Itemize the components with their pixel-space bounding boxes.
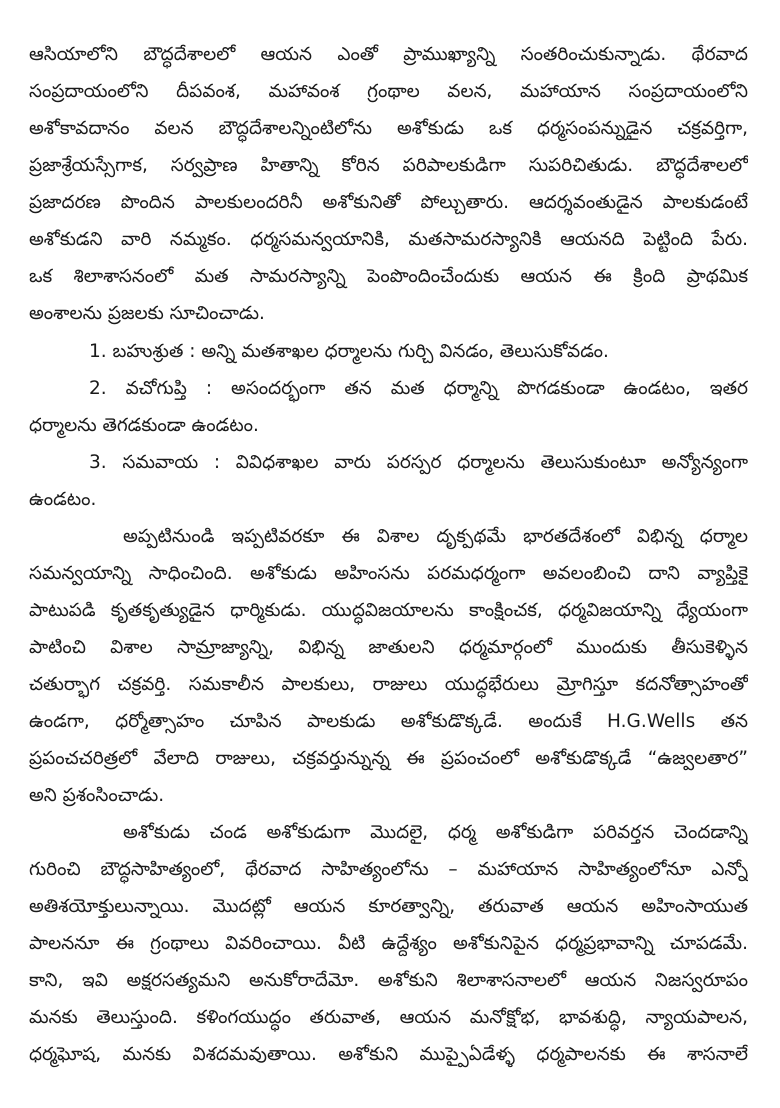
text-line: ధర్మాలను తెగడకుండా ఉండటం. — [29, 415, 259, 436]
text-line: కాని, ఇవి అక్షరసత్యమని అనుకోరాదేమో. అశోకుని శిలాశాసనాలలో ఆయన నిజస్వరూపం — [29, 970, 748, 991]
paragraph-first-line: అప్పటినుండి ఇప్పటివరకూ ఈ విశాల దృక్పథమే భారతదేశంలో విభిన్న ధర్మాల — [123, 526, 748, 547]
text-line: ధర్మఘోష, మనకు విశదమవుతాయి. అశోకుని ముప్పైఏడేళ్ళ ధర్మపాలనకు ఈ శాసనాలే — [29, 1044, 748, 1065]
text-line: ఉండటం. — [29, 489, 97, 510]
text-line: ప్రజాశ్రేయస్సేగాక, సర్వప్రాణ హితాన్ని కోరిన పరిపాలకుడిగా సుపరిచితుడు. బౌద్ధదేశాలలో — [29, 155, 748, 176]
text-line: చతుర్భాగ చక్రవర్తి. సమకాలీన పాలకులు, రాజులు యుద్ధభేరులు మ్రోగిస్తూ కదనోత్సాహంతో — [29, 674, 748, 695]
text-line: ఆసియాలోని బౌద్ధదేశాలలో ఆయన ఎంతో ప్రాముఖ్యాన్ని సంతరించుకున్నాడు. థేరవాద — [29, 44, 748, 65]
text-line: ఒక శిలాశాసనంలో మత సామరస్యాన్ని పెంపొందించేందుకు ఆయన ఈ క్రింది ప్రాథమిక — [29, 266, 748, 287]
list-item-1: 1. బహుశ్రుత : అన్ని మతశాఖల ధర్మాలను గుర్చి వినడం, తెలుసుకోవడం. — [89, 341, 609, 362]
list-item-2: 2. వచోగుప్తి : అసందర్భంగా తన మత ధర్మాన్ని పొగడకుండా ఉండటం, ఇతర — [89, 378, 748, 399]
text-line: పాలననూ ఈ గ్రంథాలు వివరించాయి. వీటి ఉద్దేశ్యం అశోకునిపైన ధర్మప్రభావాన్ని చూపడమే. — [29, 933, 748, 954]
text-line: సంప్రదాయంలోని దీపవంశ, మహావంశ గ్రంథాల వలన, మహాయాన సంప్రదాయంలోని — [29, 81, 748, 102]
text-line: ప్రజాదరణ పొందిన పాలకులందరినీ అశోకునితో పోల్చుతారు. ఆదర్శవంతుడైన పాలకుడంటే — [29, 192, 748, 213]
paragraph-first-line: అశోకుడు చండ అశోకుడుగా మొదలై, ధర్మ అశోకుడిగా పరివర్తన చెందడాన్ని — [123, 822, 748, 843]
list-item-3: 3. సమవాయ : వివిధశాఖల వారు పరస్పర ధర్మాలను తెలుసుకుంటూ అన్యోన్యంగా — [89, 452, 748, 473]
text-line: మనకు తెలుస్తుంది. కళింగయుద్ధం తరువాత, ఆయన మనోక్షోభ, భావశుద్ధి, న్యాయపాలన, — [29, 1007, 748, 1028]
text-line: ఉండగా, ధర్మోత్సాహం చూపిన పాలకుడు అశోకుడొక్కడే. అందుకే H.G.Wells తన — [29, 711, 748, 732]
text-line: అశోకావదానం వలన బౌద్ధదేశాలన్నింటిలోను అశోకుడు ఒక ధర్మసంపన్నుడైన చక్రవర్తిగా, — [29, 118, 748, 139]
text-line: అశోకుడని వారి నమ్మకం. ధర్మసమన్వయానికి, మతసామరస్యానికి ఆయనది పెట్టింది పేరు. — [29, 229, 748, 250]
text-line: అతిశయోక్తులున్నాయి. మొదట్లో ఆయన కూరత్వాన్ని, తరువాత ఆయన అహింసాయుత — [29, 896, 748, 917]
text-line: సమన్వయాన్ని సాధించింది. అశోకుడు అహింసను పరమధర్మంగా అవలంబించి దాని వ్యాప్తికై — [29, 563, 748, 584]
text-line: పాటించి విశాల సామ్రాజ్యాన్ని, విభిన్న జాతులని ధర్మమార్గంలో ముందుకు తీసుకెళ్ళిన — [29, 637, 748, 658]
text-line: గురించి బౌద్ధసాహిత్యంలో, థేరవాద సాహిత్యంలోను – మహాయాన సాహిత్యంలోనూ ఎన్నో — [29, 859, 748, 880]
text-line: అంశాలను ప్రజలకు సూచించాడు. — [29, 303, 265, 324]
text-line: ప్రపంచచరిత్రలో వేలాది రాజులు, చక్రవర్తున్నున్న ఈ ప్రపంచంలో అశోకుడొక్కడే “ఉజ్వలతార” — [29, 748, 748, 769]
text-line: అని ప్రశంసించాడు. — [29, 785, 165, 806]
text-line: పాటుపడి కృతకృత్యుడైన ధార్మికుడు. యుద్ధవిజయాలను కాంక్షించక, ధర్మవిజయాన్ని ధ్యేయంగా — [29, 600, 748, 621]
